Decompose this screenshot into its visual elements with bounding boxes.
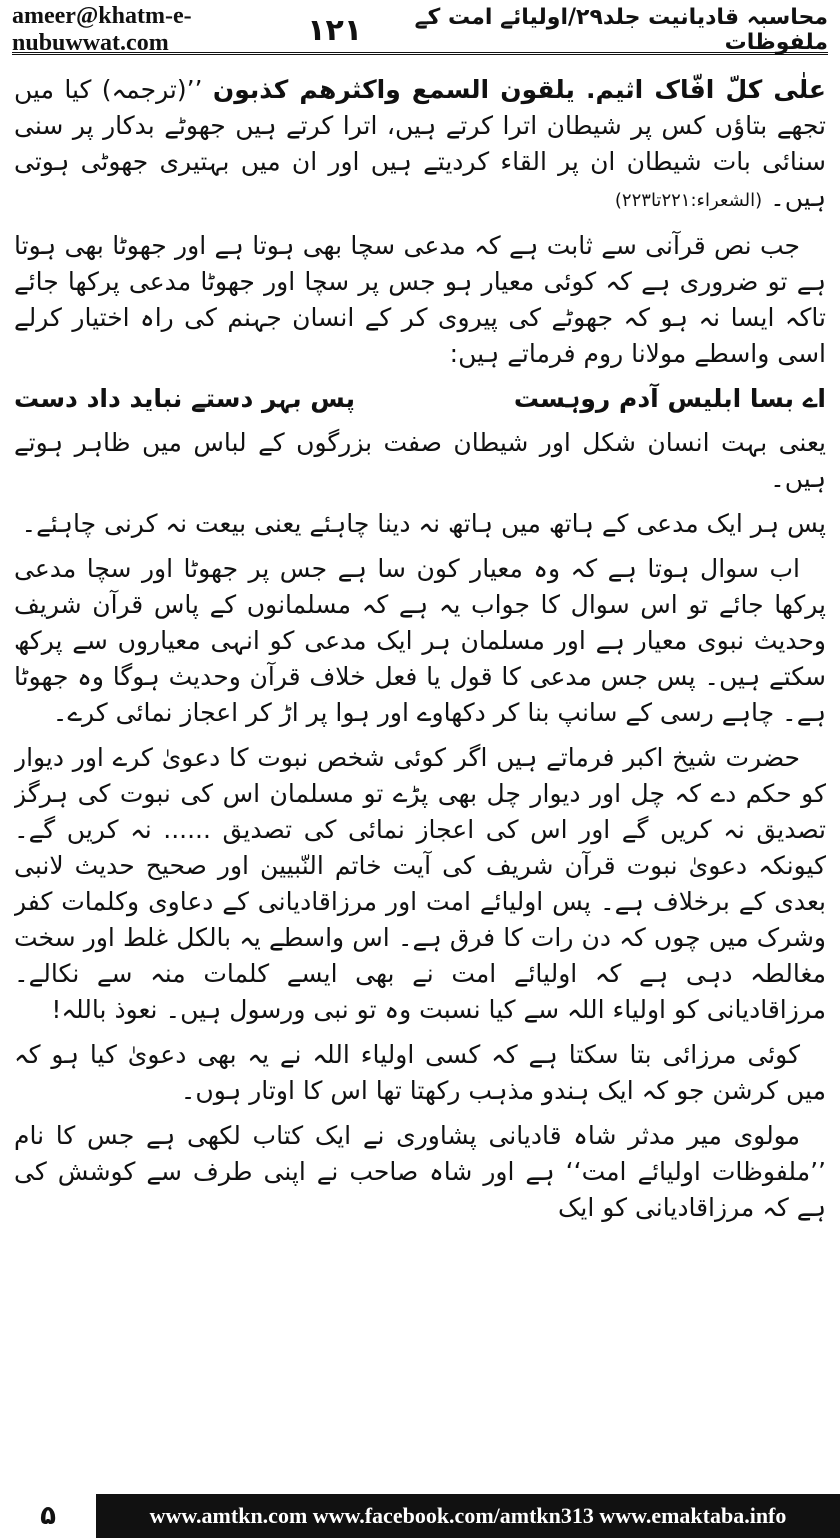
verse-reference: (الشعراء:۲۲۱تا۲۲۳) [614,190,763,211]
page-body [14,72,826,1476]
paragraph-5: اب سوال ہوتا ہے کہ وہ معیار کون سا ہے جس پر جھوٹا اور سچا مدعی پرکھا جائے تو اس سوال کا جواب یہ ہے کہ مسلمانوں کے پاس قرآن شریف وحدیث نبوی معیار ہے اور مسلمان ہر ایک مدعی کو انہی معیاروں سے پرکھ سکتے ہیں۔ پس جس مدعی کا قول یا فعل خلاف قرآن وحدیث ہوگا وہ جھوٹا ہے۔ چاہے رسی کے سانپ بنا کر دکھاوے اور ہوا پر اڑ کر اعجاز نمائی کرے۔ [14,554,826,727]
paragraph-3: یعنی بہت انسان شکل اور شیطان صفت بزرگوں کے لباس میں ظاہر ہوتے ہیں۔ [14,428,826,493]
paragraph-2: جب نص قرآنی سے ثابت ہے کہ مدعی سچا بھی ہوتا ہے اور جھوٹا بھی ہوتا ہے تو ضروری ہے کہ کوئی معیار ہو جس پر سچا اور جھوٹا مدعی پرکھا جائے تاکہ ایسا نہ ہو کہ جھوٹے کی پیروی کر کے انسان جہنم کی راہ اختیار کرلے اسی واسطے مولانا روم فرماتے ہیں: [14,231,826,368]
page-header [12,3,828,56]
paragraph-8: مولوی میر مدثر شاہ قادیانی پشاوری نے ایک کتاب لکھی ہے جس کا نام ’’ملفوظات اولیائے امت‘‘ ہے اور شاہ صاحب نے اپنی طرف سے کوشش کی ہے کہ مرزاقادیانی کو ایک [14,1121,826,1222]
header-email: ameer@khatm-e-nubuwwat.com [12,3,192,56]
couplet-first-half: اے بسا ابلیس آدم روہست [513,384,826,413]
paragraph-1 [14,72,826,219]
couplet-second-half: پس بہر دستے نباید داد دست [14,384,356,413]
page-number: ۱۲۱ [307,12,363,48]
translation-text: ’’(ترجمہ) کیا میں تجھے بتاؤں کس پر شیطان اترا کرتے ہیں، اترا کرتے ہیں جھوٹے بدکار پر سنی سنائی بات شیطان ان پر القاء کردیتے ہیں اور ان میں بہتیری جھوٹی ہوتی ہیں۔ [14,75,826,212]
quran-verse: علٰی کلّ افّاک اثیم. یلقون السمع واکثرھم کذبون [212,75,826,104]
header-right [307,5,828,55]
page-footer [0,1492,840,1540]
footer-links[interactable]: www.amtkn.com www.facebook.com/amtkn313 www.emaktaba.info [96,1494,840,1538]
persian-couplet [14,381,826,417]
paragraph-4: پس ہر ایک مدعی کے ہاتھ میں ہاتھ نہ دینا چاہئے یعنی بیعت نہ کرنی چاہئے۔ [21,509,826,538]
footer-badge: ۵ [40,1501,56,1531]
header-title: محاسبہ قادیانیت جلد۲۹/اولیائے امت کے ملفوظات [414,5,828,55]
paragraph-7: کوئی مرزائی بتا سکتا ہے کہ کسی اولیاء اللہ نے یہ بھی دعویٰ کیا ہو کہ میں کرشن جو کہ ایک ہندو مذہب رکھتا تھا اس کا اوتار ہوں۔ [14,1040,826,1105]
paragraph-6: حضرت شیخ اکبر فرماتے ہیں اگر کوئی شخص نبوت کا دعویٰ کرے اور دیوار کو حکم دے کہ چل اور دیوار چل بھی پڑے تو مسلمان اس کی نبوت کی ہرگز تصدیق نہ کریں گے اور اس کی اعجاز نمائی کی تصدیق ...... نہ کریں گے۔ کیونکہ دعویٰ نبوت قرآن شریف کی آیت خاتم النّبیین اور صحیح حدیث لانبی بعدی کے برخلاف ہے۔ پس اولیائے امت اور مرزاقادیانی کے دعاوی وکلمات کفر وشرک میں چوں کہ دن رات کا فرق ہے۔ اس واسطے یہ بالکل غلط اور سخت مغالطہ دہی ہے کہ اولیائے امت نے بھی ایسے کلمات منہ سے نکالے۔ مرزاقادیانی کو اولیاء اللہ سے کیا نسبت وہ تو نبی ورسول ہیں۔ نعوذ باللہ! [14,743,826,1024]
